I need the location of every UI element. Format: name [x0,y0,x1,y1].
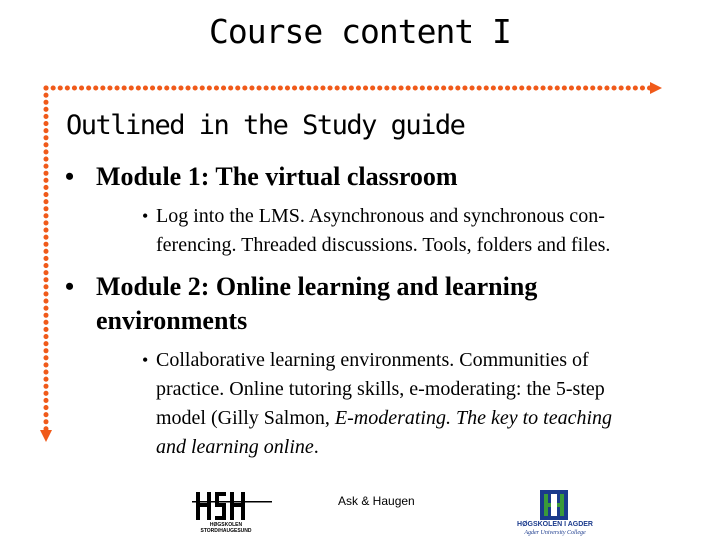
hsh-logo-caption [190,522,262,534]
module-1-bullet [65,160,696,194]
module-1-detail-line: ferencing. Threaded discussions. Tools, folders and files. [156,234,611,256]
module-2-heading-line: environments [96,306,248,335]
book-title-text: and learning online [156,436,314,458]
detail-text: . [313,436,319,458]
hsh-caption-line: HØGSKOLEN [209,522,243,528]
down-arrow-head [40,430,52,442]
module-2-detail-line [156,404,710,433]
study-guide-subtitle: Outlined in the Study guide [66,110,465,141]
hsh-caption-line: STORD/HAUGESUND [200,528,252,534]
module-2-detail-line: practice. Online tutoring skills, e-moderating: the 5-step [156,378,605,400]
hia-logo-subtitle: Agder University College [524,530,586,536]
detail-text: model (Gilly Salmon, [156,407,335,429]
module-2-detail-line: Collaborative learning environments. Communities of [156,349,589,371]
module-2-detail-line [156,433,710,462]
bullet-dot: • [65,162,75,191]
slide-title: Course content I [209,12,511,51]
module-2-bullet [65,270,696,338]
module-2-heading-line: Module 2: Online learning and learning [96,272,538,301]
book-title-text: E-moderating. The key to teaching [334,407,613,429]
bullet-dot: • [142,350,149,370]
bullet-dot: • [142,206,149,226]
bullet-dot: • [65,272,75,301]
hia-logo-name: HØGSKOLEN I AGDER [517,521,593,528]
module-2-detail [142,346,710,462]
right-arrow-head [650,82,662,94]
module-1-detail [142,202,706,260]
module-1-detail-line: Log into the LMS. Asynchronous and synchronous con- [156,205,605,227]
module-1-heading: Module 1: The virtual classroom [96,162,458,191]
footer-authors: Ask & Haugen [338,494,415,508]
